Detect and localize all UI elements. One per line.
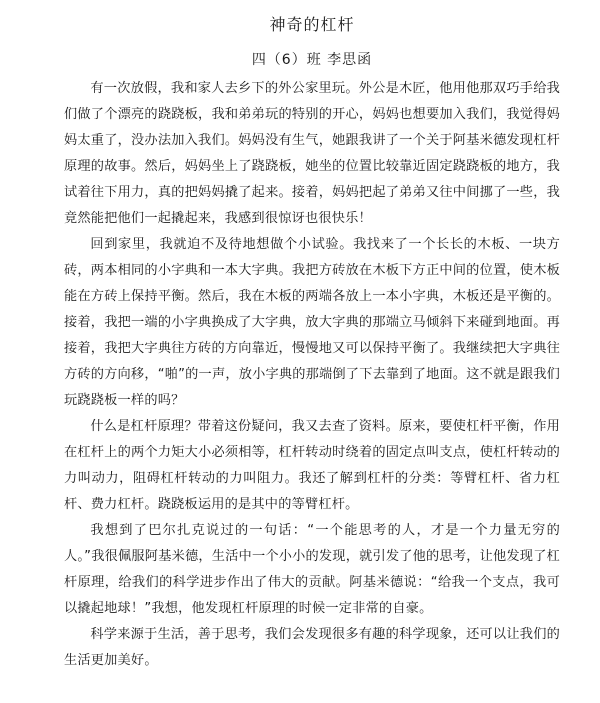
paragraph: 我想到了巴尔扎克说过的一句话：“一个能思考的人，才是一个力量无穷的人。”我很佩服阿基米德，生活中一个小小的发现，就引发了他的思考，让他发现了杠杆原理，给我们的科学进步作出了伟大的贡献。阿基米德说：“给我一个支点，我可以撬起地球！”我想，他发现杠杆原理的时候一定非常的自豪。 [64,523,560,616]
paragraph: 回到家里，我就迫不及待地想做个小试验。我找来了一个长长的木板、一块方砖，两本相同的小字典和一本大字典。我把方砖放在木板下方正中间的位置，使木板能在方砖上保持平衡。然后，我在木板的两端各放上一本小字典，木板还是平衡的。接着，我把一端的小字典换成了大字典，放大字典的那端立马倾斜下来碰到地面。再接着，我把大字典往方砖的方向靠近，慢慢地又可以保持平衡了。我继续把大字典往方砖的方向移，“啪”的一声，放小字典的那端倒了下去靠到了地面。这不就是跟我们玩跷跷板一样的吗？ [64,237,561,408]
author-byline: 四（6）班 李思函 [251,52,373,68]
paragraph: 科学来源于生活，善于思考，我们会发现很多有趣的科学现象，还可以让我们的生活更加美好。 [64,627,560,668]
document-title: 神奇的杠杆 [269,15,355,34]
paragraph: 什么是杠杆原理？带着这份疑问，我又去查了资料。原来，要使杠杆平衡，作用在杠杆上的两个力矩大小必须相等，杠杆转动时绕着的固定点叫支点，使杠杆转动的力叫动力，阻碍杠杆转动的力叫阻力。我还了解到杠杆的分类：等臂杠杆、省力杠杆、费力杠杆。跷跷板运用的是其中的等臂杠杆。 [64,419,560,512]
paragraph: 有一次放假，我和家人去乡下的外公家里玩。外公是木匠，他用他那双巧手给我们做了个漂亮的跷跷板，我和弟弟玩的特别的开心，妈妈也想要加入我们，我觉得妈妈太重了，没办法加入我们。妈妈没有生气，她跟我讲了一个关于阿基米德发现杠杆原理的故事。然后，妈妈坐上了跷跷板，她坐的位置比较靠近固定跷跷板的地方，我试着往下用力，真的把妈妈撬了起来。接着，妈妈把起了弟弟又往中间挪了一些，我竟然能把他们一起撬起来，我感到很惊讶也很快乐！ [64,81,560,226]
